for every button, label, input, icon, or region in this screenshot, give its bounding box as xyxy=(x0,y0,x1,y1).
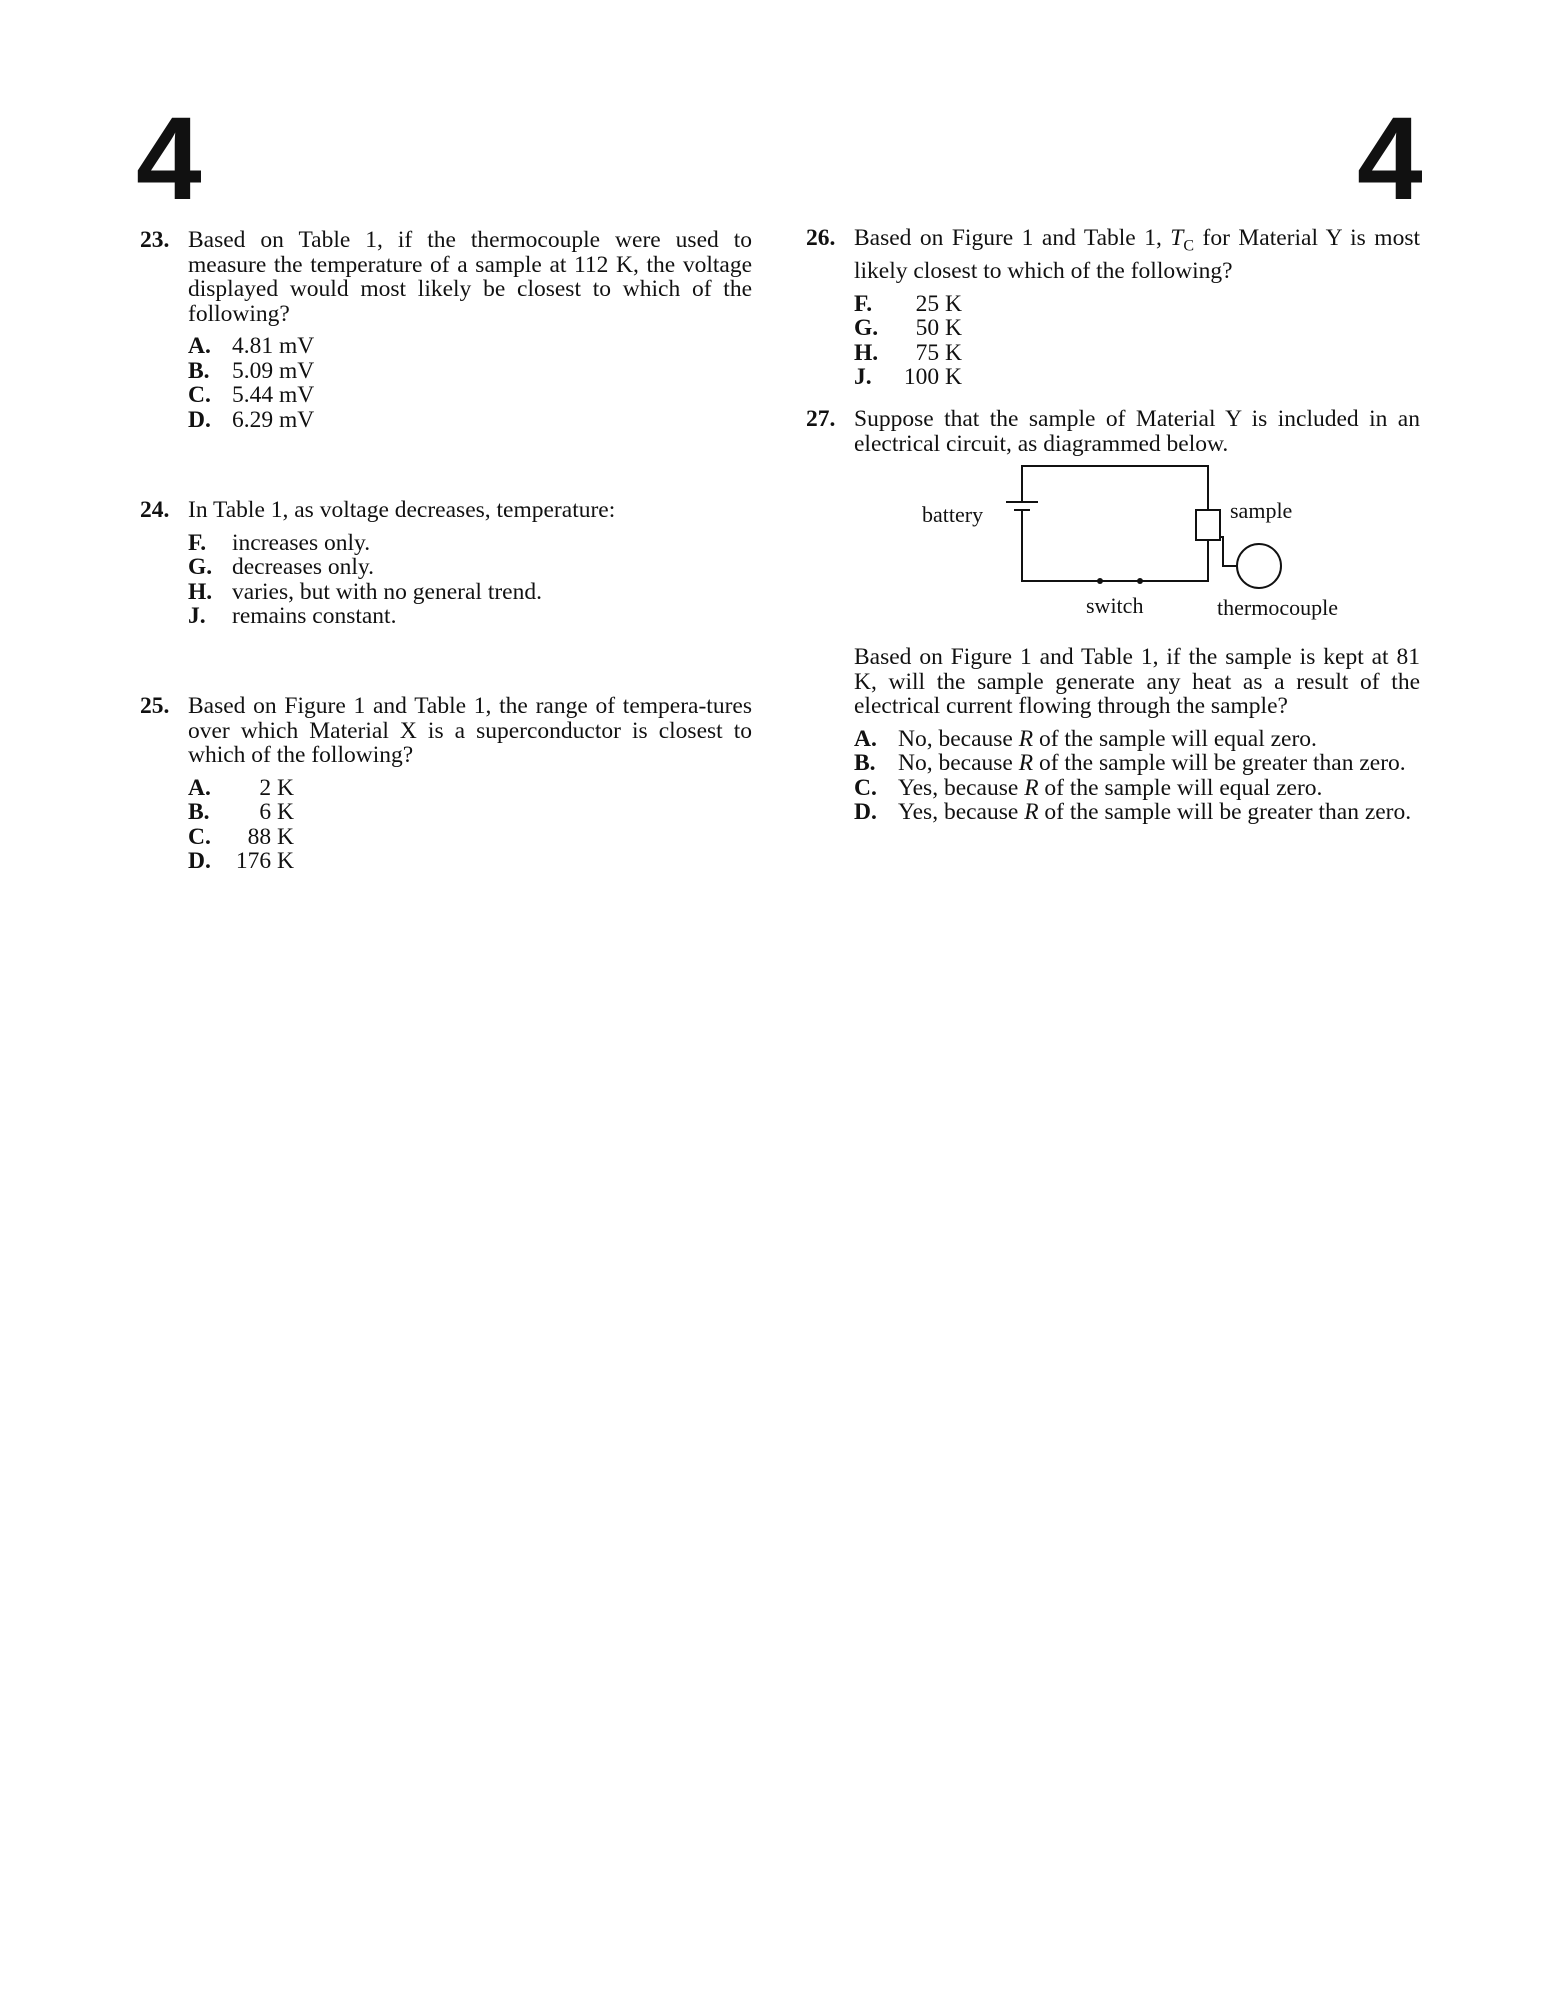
option-letter: D. xyxy=(854,799,877,825)
question-number: 23. xyxy=(140,227,170,253)
option-letter: D. xyxy=(188,406,211,433)
answer-option-d[interactable] xyxy=(188,849,752,874)
option-letter: G. xyxy=(854,315,879,342)
option-text: remains constant. xyxy=(232,603,397,629)
option-text: 5.09 mV xyxy=(232,357,315,384)
answer-option-h[interactable] xyxy=(188,580,752,605)
option-letter: A. xyxy=(188,774,211,801)
option-text: 25 K xyxy=(915,290,962,317)
option-letter: H. xyxy=(854,339,879,366)
question-text: Based on Figure 1 and Table 1, xyxy=(854,225,1171,251)
answer-option-c[interactable] xyxy=(188,825,752,850)
question-text: Based on Table 1, if the thermocouple were used to measure the temperature of a sample at 112 K, the voltage displayed would most likely be closest to which of the following? xyxy=(188,227,752,327)
option-letter: G. xyxy=(188,554,213,580)
option-letter: F. xyxy=(188,529,207,556)
answer-option-b[interactable] xyxy=(188,359,752,384)
answer-option-a[interactable] xyxy=(188,334,752,359)
option-text: varies, but with no general trend. xyxy=(232,578,542,605)
sample-box xyxy=(1196,510,1220,540)
answer-option-b[interactable] xyxy=(854,751,1420,776)
switch-terminal-right xyxy=(1137,578,1143,584)
answer-option-d[interactable] xyxy=(188,408,752,433)
option-letter: J. xyxy=(188,603,206,629)
question-number: 26. xyxy=(806,225,836,251)
option-letter: C. xyxy=(188,382,211,408)
question-stem xyxy=(140,228,752,326)
question-27-followup xyxy=(854,645,1420,825)
question-stem xyxy=(806,407,1420,456)
answer-option-j[interactable] xyxy=(854,365,1420,390)
top-wire xyxy=(1022,466,1208,510)
question-26 xyxy=(806,226,1420,390)
option-letter: A. xyxy=(854,725,877,752)
option-letter: D. xyxy=(188,848,211,874)
option-letter: C. xyxy=(854,774,877,801)
question-text: Suppose that the sample of Material Y is included in an electrical circuit, as diagrammed below. xyxy=(854,406,1420,457)
thermocouple-lead xyxy=(1220,537,1238,566)
option-text: Yes, because R of the sample will equal zero. xyxy=(898,774,1323,801)
question-text: In Table 1, as voltage decreases, temperature: xyxy=(188,497,616,523)
answer-options xyxy=(188,334,752,432)
option-text: No, because R of the sample will be greater than zero. xyxy=(898,750,1406,776)
question-24 xyxy=(140,498,752,629)
option-text: 5.44 mV xyxy=(232,382,315,408)
question-text-cont: for Material Y is most likely closest to which of the following? xyxy=(854,225,1420,285)
question-text: Based on Figure 1 and Table 1, the range of tempera-tures over which Material X is a superconductor is closest to which of the following? xyxy=(188,693,752,768)
answer-option-f[interactable] xyxy=(854,292,1420,317)
answer-option-f[interactable] xyxy=(188,531,752,556)
option-letter: F. xyxy=(854,290,873,317)
option-letter: B. xyxy=(188,357,210,384)
section-number-left: 4 xyxy=(136,93,202,225)
thermocouple-label: thermocouple xyxy=(1217,595,1338,620)
answer-option-d[interactable] xyxy=(854,800,1420,825)
answer-option-c[interactable] xyxy=(854,776,1420,801)
answer-options xyxy=(188,531,752,629)
option-letter: B. xyxy=(188,799,210,825)
option-text: 176 K xyxy=(235,848,294,874)
option-text: 50 K xyxy=(915,315,962,342)
bottom-right-wire xyxy=(1140,540,1208,581)
followup-text: Based on Figure 1 and Table 1, if the sample is kept at 81 K, will the sample generate any heat as a result of the electrical current flowing through the sample? xyxy=(854,644,1420,719)
battery-label: battery xyxy=(922,502,984,527)
variable-t: T xyxy=(1170,225,1184,251)
question-27 xyxy=(806,407,1420,456)
circuit-diagram xyxy=(900,458,1360,628)
answer-option-j[interactable] xyxy=(188,604,752,629)
answer-options xyxy=(854,292,1420,390)
option-text: 4.81 mV xyxy=(232,333,315,359)
option-letter: J. xyxy=(854,364,872,391)
question-number: 27. xyxy=(806,406,836,432)
question-23 xyxy=(140,228,752,432)
option-text: 2 K xyxy=(259,774,294,801)
option-letter: H. xyxy=(188,578,213,605)
option-text: 100 K xyxy=(903,364,962,391)
option-text: No, because R of the sample will equal zero. xyxy=(898,725,1317,752)
question-25 xyxy=(140,694,752,874)
sample-label: sample xyxy=(1230,498,1293,523)
answer-options xyxy=(854,727,1420,825)
answer-option-g[interactable] xyxy=(188,555,752,580)
answer-option-c[interactable] xyxy=(188,383,752,408)
thermocouple-circle xyxy=(1237,544,1281,588)
option-text: 6 K xyxy=(259,799,294,825)
question-stem xyxy=(806,226,1420,284)
option-letter: B. xyxy=(854,750,876,776)
switch-label: switch xyxy=(1086,593,1144,618)
option-text: increases only. xyxy=(232,529,371,556)
answer-options xyxy=(188,776,752,874)
section-number-right: 4 xyxy=(1357,93,1423,225)
question-stem xyxy=(140,498,752,523)
option-letter: C. xyxy=(188,823,211,850)
variable-subscript: C xyxy=(1183,237,1195,255)
option-text: 88 K xyxy=(247,823,294,850)
question-number: 25. xyxy=(140,693,170,719)
answer-option-h[interactable] xyxy=(854,341,1420,366)
question-number: 24. xyxy=(140,497,170,523)
answer-option-g[interactable] xyxy=(854,316,1420,341)
option-letter: A. xyxy=(188,333,211,359)
answer-option-a[interactable] xyxy=(188,776,752,801)
option-text: 6.29 mV xyxy=(232,406,315,433)
switch-terminal-left xyxy=(1097,578,1103,584)
option-text: decreases only. xyxy=(232,554,375,580)
question-stem xyxy=(140,694,752,768)
bottom-left-wire xyxy=(1022,510,1100,581)
option-text: Yes, because R of the sample will be greater than zero. xyxy=(898,799,1412,825)
option-text: 75 K xyxy=(915,339,962,366)
answer-option-b[interactable] xyxy=(188,800,752,825)
answer-option-a[interactable] xyxy=(854,727,1420,752)
